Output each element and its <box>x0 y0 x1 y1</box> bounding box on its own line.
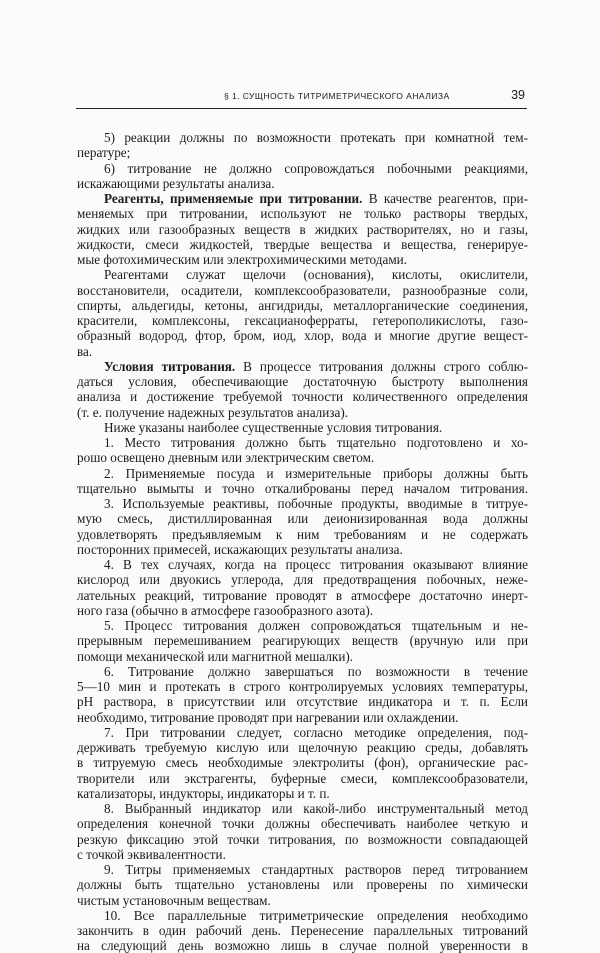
line-text: жидких или газообразных веществ в жидких растворителях, но и газы, <box>77 221 528 237</box>
line-text: рошо освещено дневным или электрическим светом. <box>77 450 375 466</box>
text-line <box>77 572 528 587</box>
line-text: должны быть тщательно установлены или проверены по химически <box>77 877 528 893</box>
text-line <box>77 816 528 831</box>
line-text: Реагентами служат щелочи (основания), кислоты, окислители, <box>104 267 528 283</box>
line-text: 9. Титры применяемых стандартных растворов перед титрованием <box>104 862 528 877</box>
line-text: восстановители, осадители, комплексообразователи, разнообразные соли, <box>77 282 528 298</box>
paragraph-heading: Условия титрования. <box>104 358 236 374</box>
line-text: 5—10 мин и протекать в строго контролируемых условиях температуры, <box>77 679 528 694</box>
text-line <box>104 725 528 740</box>
line-text: В качестве реагентов, при- <box>362 191 528 206</box>
paragraph-heading: Реагенты, применяемые при титровании. <box>104 191 363 206</box>
text-line <box>77 374 528 389</box>
text-line <box>77 633 528 648</box>
text-line <box>77 923 528 938</box>
text-line <box>77 389 528 404</box>
text-line <box>77 344 92 359</box>
line-text: кислород или двуокись углерода, для предотвращения побочных, неже- <box>77 572 528 588</box>
line-text: пературе; <box>77 145 131 161</box>
line-text: 2. Применяемые посуда и измерительные приборы должны быть <box>104 465 528 481</box>
text-line <box>77 832 528 847</box>
line-text: прерывным перемешиванием реагирующих веществ (вручную или при <box>77 633 528 649</box>
text-line <box>77 542 403 557</box>
line-text: закончить в один рабочий день. Перенесение параллельных титрований <box>77 923 528 938</box>
line-text: анализа и достижение требуемой точности количественного определения <box>77 389 528 405</box>
text-line <box>77 694 528 709</box>
text-line <box>77 588 528 603</box>
text-line <box>104 557 528 572</box>
text-line <box>104 862 528 877</box>
text-line <box>77 740 528 755</box>
text-line <box>77 603 373 618</box>
text-line <box>77 786 330 801</box>
text-line <box>77 755 528 770</box>
text-line <box>77 328 528 343</box>
line-text: искажающими результаты анализа. <box>77 175 275 191</box>
line-text: удовлетворять предъявляемым к ним требованиям и не содержать <box>77 526 528 542</box>
line-text: 1. Место титрования должно быть тщательно подготовлено и хо- <box>104 435 528 450</box>
text-line <box>77 481 528 496</box>
line-text: необходимо, титрование проводят при нагревании или охлаждении. <box>77 709 459 725</box>
line-text: резкую фиксацию этой точки титрования, по возможности совпадающей <box>77 831 528 847</box>
text-line <box>104 130 528 145</box>
line-text: держивать требуемую кислую или щелочную реакцию среды, добавлять <box>77 740 528 755</box>
text-line <box>104 191 528 206</box>
line-text: посторонних примесей, искажающих результаты анализа. <box>77 541 403 557</box>
line-text: pH раствора, в присутствии или отсутствие индикатора и т. п. Если <box>77 694 528 710</box>
line-text: 3. Используемые реактивы, побочные продукты, вводимые в титруе- <box>104 496 528 511</box>
line-text: 7. При титровании следует, согласно методике определения, под- <box>104 724 528 740</box>
text-line <box>77 679 528 694</box>
line-text: ного газа (обычно в атмосфере газообразного азота). <box>77 602 374 618</box>
text-line <box>77 511 528 526</box>
line-text: 5) реакции должны по возможности протекать при комнатной тем- <box>104 130 528 145</box>
text-line <box>77 527 528 542</box>
line-text: 6. Титрование должно завершаться по возможности в течение <box>104 663 528 679</box>
line-text: творители или экстрагенты, буферные смеси, комплексообразователи, <box>77 770 528 786</box>
text-line <box>77 237 528 252</box>
line-text: определения конечной точки должны обеспечивать наиболее четкую и <box>77 816 528 832</box>
line-text: с точкой эквивалентности. <box>77 846 226 862</box>
line-text: 5. Процесс титрования должен сопровождаться тщательным и не- <box>104 618 528 633</box>
text-line <box>104 466 528 481</box>
text-line <box>104 801 528 816</box>
text-line <box>77 206 528 221</box>
line-text: в титруемую смесь необходимые электролиты (фон), органические рас- <box>77 755 528 771</box>
line-text: 6) титрование не должно сопровождаться побочными реакциями, <box>104 160 528 176</box>
text-line <box>77 283 528 298</box>
text-line <box>77 893 271 908</box>
line-text: Ниже указаны наиболее существенные условия титрования. <box>104 419 443 435</box>
line-text: образный водород, фтор, бром, иод, хлор, вода и многие другие вещест- <box>77 328 528 344</box>
line-text: лательных реакций, титрование проводят в атмосфере достаточно инерт- <box>77 587 528 603</box>
text-line <box>77 877 528 892</box>
line-text: мые фотохимическим или электрохимическими методами. <box>77 252 408 267</box>
text-line <box>104 267 528 282</box>
line-text: чистым установочным веществам. <box>77 892 271 908</box>
text-line <box>104 359 528 374</box>
text-line <box>104 435 528 450</box>
text-line <box>77 771 528 786</box>
text-line <box>77 176 275 191</box>
text-line <box>77 252 407 267</box>
line-text: тщательно вымыты и точно откалиброваны перед началом титрования. <box>77 480 528 496</box>
line-text: спирты, альдегиды, кетоны, ангидриды, металлорганические соединения, <box>77 297 528 313</box>
line-text: 4. В тех случаях, когда на процесс титрования оказывают влияние <box>104 557 528 572</box>
line-text: мую смесь, дистиллированная или деионизированная вода должны <box>77 511 528 527</box>
line-text: жидкости, смеси жидкостей, твердые вещества и вещества, генерируе- <box>77 236 528 252</box>
line-text: катализаторы, индукторы, индикаторы и т. п. <box>77 785 330 801</box>
text-line <box>77 450 374 465</box>
chapter-section-title: § 1. СУЩНОСТЬ ТИТРИМЕТРИЧЕСКОГО АНАЛИЗА <box>224 91 450 101</box>
text-line <box>77 405 348 420</box>
text-line <box>104 496 528 511</box>
page-number: 39 <box>511 88 525 102</box>
line-text: ва. <box>77 343 93 359</box>
line-text: красители, комплексоны, гексацианоферраты, гетерополикислоты, газо- <box>77 313 528 328</box>
text-line <box>104 161 528 176</box>
text-line <box>77 222 528 237</box>
text-line <box>104 420 528 435</box>
line-text: В процессе титрования должны строго соблю- <box>235 358 528 374</box>
line-text: 8. Выбранный индикатор или какой-либо инструментальный метод <box>104 801 528 816</box>
line-text: 10. Все параллельные титриметрические определения необходимо <box>104 907 528 923</box>
line-text: меняемых при титровании, используют не только растворы твердых, <box>77 206 528 222</box>
text-line <box>77 710 458 725</box>
line-text: на следующий день возможно лишь в случае полной уверенности в <box>77 938 528 953</box>
text-line <box>77 145 130 160</box>
text-line <box>77 847 226 862</box>
text-line <box>104 908 528 923</box>
text-line <box>104 618 528 633</box>
text-line <box>77 298 528 313</box>
text-line <box>77 649 353 664</box>
line-text: даться условия, обеспечивающие достаточную быстроту выполнения <box>77 374 528 389</box>
line-text: (т. е. получение надежных результатов анализа). <box>77 404 349 420</box>
text-line <box>77 313 528 328</box>
text-line <box>104 664 528 679</box>
line-text: помощи механической или магнитной мешалки). <box>77 648 354 664</box>
